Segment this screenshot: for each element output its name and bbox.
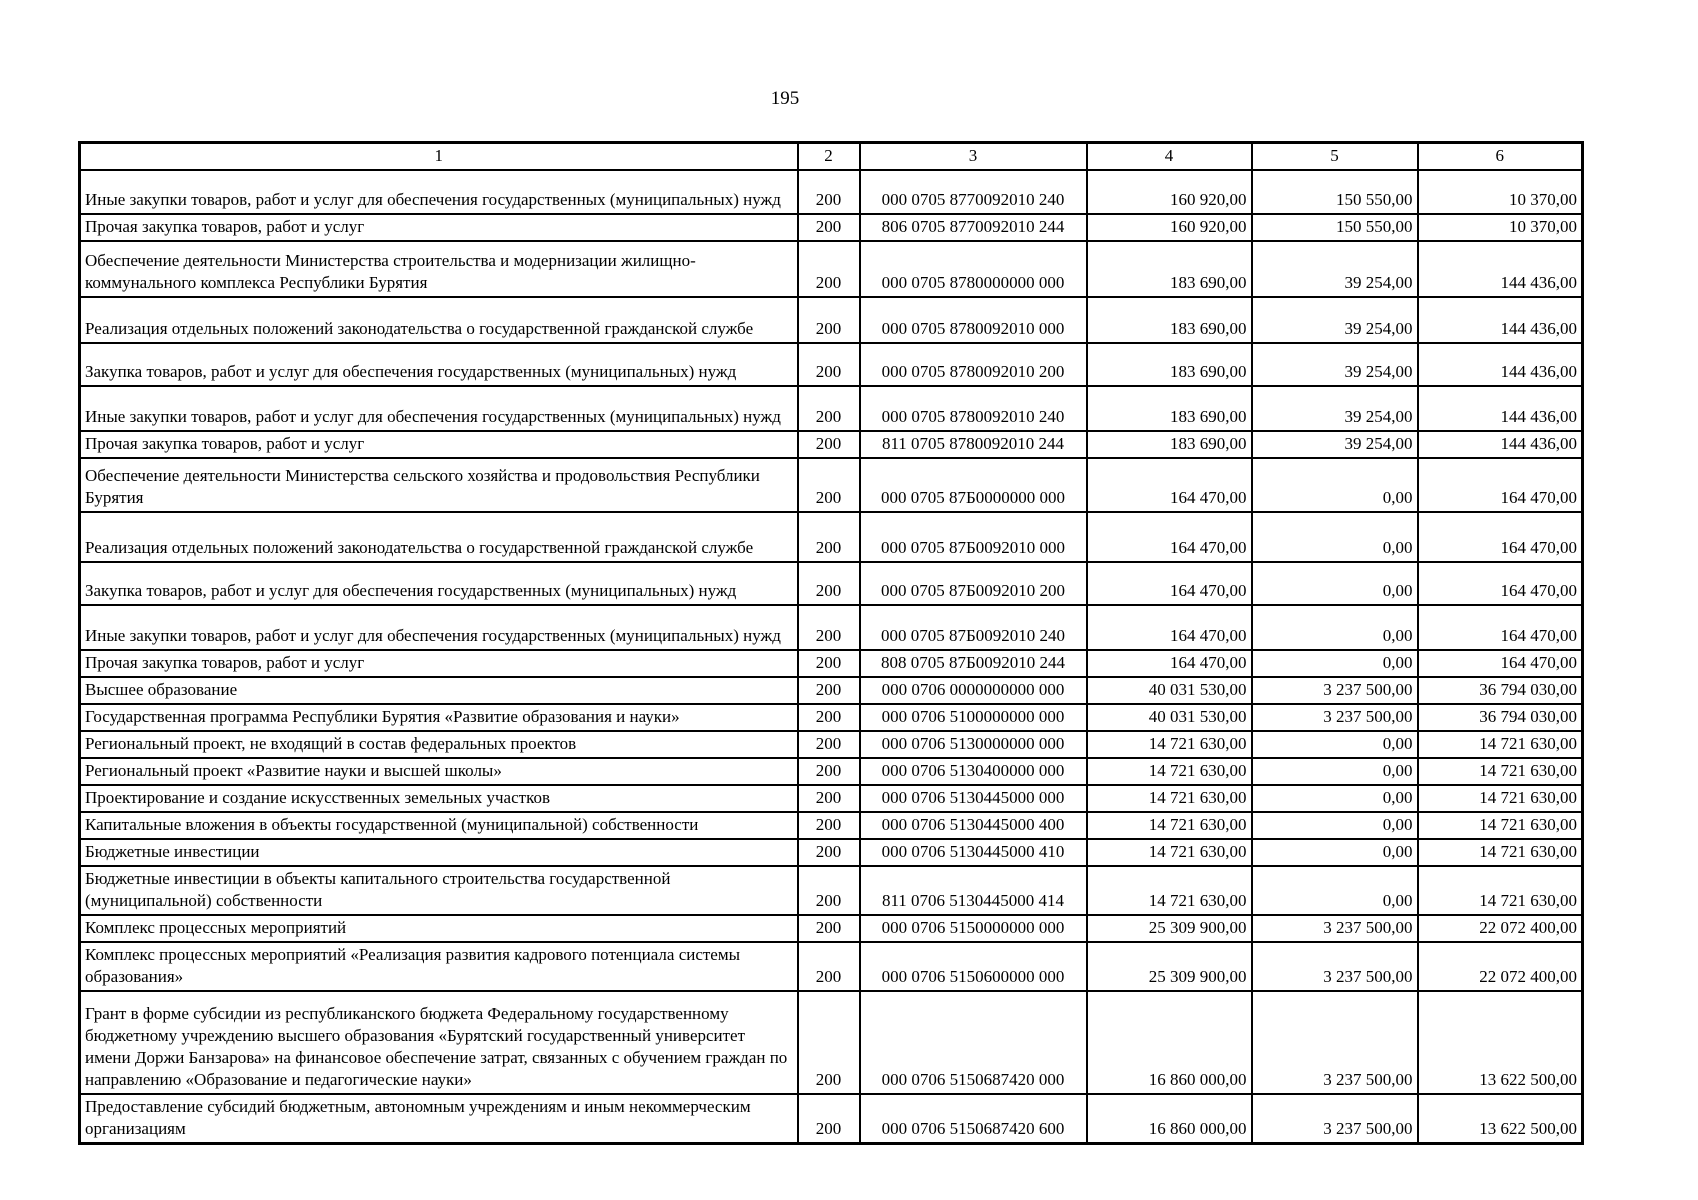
table-row [80,562,1583,605]
cell-amount-col6: 14 721 630,00 [1418,812,1583,839]
cell-amount-col5: 39 254,00 [1252,386,1418,431]
table-row [80,839,1583,866]
cell-budget-classification-code: 000 0705 8780092010 000 [860,297,1087,343]
cell-expenditure-name: Обеспечение деятельности Министерства строительства и модернизации жилищно-коммунального комплекса Республики Бурятия [80,241,798,297]
cell-amount-col6: 14 721 630,00 [1418,758,1583,785]
table-row [80,758,1583,785]
cell-expenditure-name: Закупка товаров, работ и услуг для обеспечения государственных (муниципальных) нужд [80,562,798,605]
cell-expenditure-name: Капитальные вложения в объекты государственной (муниципальной) собственности [80,812,798,839]
cell-budget-classification-code: 000 0706 5130000000 000 [860,731,1087,758]
cell-amount-col4: 164 470,00 [1087,650,1252,677]
cell-amount-col5: 0,00 [1252,512,1418,562]
cell-amount-col4: 183 690,00 [1087,343,1252,386]
cell-amount-col6: 22 072 400,00 [1418,942,1583,991]
table-row [80,343,1583,386]
cell-amount-col4: 14 721 630,00 [1087,839,1252,866]
cell-expense-type-code: 200 [798,605,860,650]
cell-amount-col4: 40 031 530,00 [1087,677,1252,704]
cell-amount-col6: 164 470,00 [1418,512,1583,562]
cell-amount-col5: 3 237 500,00 [1252,991,1418,1094]
cell-amount-col5: 3 237 500,00 [1252,915,1418,942]
cell-amount-col6: 22 072 400,00 [1418,915,1583,942]
cell-budget-classification-code: 000 0705 87Б0000000 000 [860,458,1087,512]
cell-expense-type-code: 200 [798,704,860,731]
cell-expense-type-code: 200 [798,650,860,677]
table-row [80,731,1583,758]
cell-amount-col4: 14 721 630,00 [1087,758,1252,785]
cell-amount-col5: 150 550,00 [1252,170,1418,214]
cell-expense-type-code: 200 [798,812,860,839]
cell-amount-col5: 39 254,00 [1252,297,1418,343]
cell-budget-classification-code: 000 0706 5130445000 410 [860,839,1087,866]
cell-budget-classification-code: 000 0706 5100000000 000 [860,704,1087,731]
cell-expense-type-code: 200 [798,170,860,214]
cell-expense-type-code: 200 [798,942,860,991]
cell-expenditure-name: Бюджетные инвестиции [80,839,798,866]
cell-expense-type-code: 200 [798,458,860,512]
cell-expenditure-name: Государственная программа Республики Бурятия «Развитие образования и науки» [80,704,798,731]
cell-amount-col5: 150 550,00 [1252,214,1418,241]
cell-expenditure-name: Иные закупки товаров, работ и услуг для обеспечения государственных (муниципальных) нужд [80,170,798,214]
cell-expense-type-code: 200 [798,915,860,942]
cell-amount-col5: 0,00 [1252,605,1418,650]
cell-amount-col5: 3 237 500,00 [1252,677,1418,704]
cell-expenditure-name: Закупка товаров, работ и услуг для обеспечения государственных (муниципальных) нужд [80,343,798,386]
cell-expenditure-name: Прочая закупка товаров, работ и услуг [80,431,798,458]
table-row [80,785,1583,812]
cell-expense-type-code: 200 [798,343,860,386]
cell-amount-col6: 144 436,00 [1418,241,1583,297]
cell-budget-classification-code: 000 0706 5130445000 400 [860,812,1087,839]
cell-expenditure-name: Проектирование и создание искусственных земельных участков [80,785,798,812]
budget-expenditures-table [78,141,1584,1145]
table-row [80,170,1583,214]
table-row [80,866,1583,915]
column-header: 6 [1418,143,1583,171]
cell-amount-col6: 144 436,00 [1418,297,1583,343]
cell-expenditure-name: Грант в форме субсидии из республиканского бюджета Федеральному государственному бюджетному учреждению высшего образования «Бурятский государственный университет имени Доржи Банзарова» на финансовое обеспечение затрат, связанных с обучением граждан по направлению «Образование и педагогические науки» [80,991,798,1094]
cell-expense-type-code: 200 [798,512,860,562]
cell-amount-col6: 144 436,00 [1418,431,1583,458]
cell-expenditure-name: Региональный проект «Развитие науки и высшей школы» [80,758,798,785]
cell-amount-col4: 25 309 900,00 [1087,942,1252,991]
cell-expenditure-name: Иные закупки товаров, работ и услуг для обеспечения государственных (муниципальных) нужд [80,605,798,650]
cell-amount-col6: 164 470,00 [1418,605,1583,650]
cell-expense-type-code: 200 [798,991,860,1094]
table-row [80,942,1583,991]
cell-amount-col5: 3 237 500,00 [1252,1094,1418,1144]
cell-amount-col5: 0,00 [1252,785,1418,812]
cell-expenditure-name: Региональный проект, не входящий в состав федеральных проектов [80,731,798,758]
cell-amount-col5: 39 254,00 [1252,241,1418,297]
cell-amount-col4: 25 309 900,00 [1087,915,1252,942]
table-header-row [80,143,1583,171]
cell-expense-type-code: 200 [798,785,860,812]
cell-amount-col4: 14 721 630,00 [1087,812,1252,839]
cell-amount-col5: 0,00 [1252,650,1418,677]
cell-expenditure-name: Предоставление субсидий бюджетным, автономным учреждениям и иным некоммерческим организациям [80,1094,798,1144]
page-number: 195 [770,88,800,109]
cell-expense-type-code: 200 [798,758,860,785]
cell-budget-classification-code: 811 0706 5130445000 414 [860,866,1087,915]
cell-budget-classification-code: 808 0705 87Б0092010 244 [860,650,1087,677]
cell-amount-col4: 183 690,00 [1087,431,1252,458]
cell-amount-col6: 14 721 630,00 [1418,866,1583,915]
table-row [80,431,1583,458]
cell-amount-col5: 39 254,00 [1252,431,1418,458]
cell-expense-type-code: 200 [798,731,860,758]
cell-amount-col6: 13 622 500,00 [1418,1094,1583,1144]
cell-amount-col5: 0,00 [1252,839,1418,866]
column-header: 5 [1252,143,1418,171]
cell-amount-col4: 160 920,00 [1087,214,1252,241]
cell-budget-classification-code: 000 0706 5150600000 000 [860,942,1087,991]
cell-amount-col5: 39 254,00 [1252,343,1418,386]
cell-expenditure-name: Высшее образование [80,677,798,704]
cell-amount-col4: 14 721 630,00 [1087,866,1252,915]
cell-budget-classification-code: 000 0706 5150687420 600 [860,1094,1087,1144]
cell-expenditure-name: Реализация отдельных положений законодательства о государственной гражданской службе [80,512,798,562]
cell-amount-col4: 16 860 000,00 [1087,991,1252,1094]
column-header: 1 [80,143,798,171]
cell-expenditure-name: Комплекс процессных мероприятий «Реализация развития кадрового потенциала системы образования» [80,942,798,991]
table-row [80,512,1583,562]
cell-amount-col5: 0,00 [1252,731,1418,758]
cell-amount-col6: 164 470,00 [1418,458,1583,512]
cell-expenditure-name: Реализация отдельных положений законодательства о государственной гражданской службе [80,297,798,343]
cell-amount-col5: 0,00 [1252,758,1418,785]
cell-expense-type-code: 200 [798,431,860,458]
table-row [80,704,1583,731]
cell-expenditure-name: Прочая закупка товаров, работ и услуг [80,214,798,241]
table-row [80,1094,1583,1144]
cell-expense-type-code: 200 [798,1094,860,1144]
cell-amount-col4: 40 031 530,00 [1087,704,1252,731]
cell-amount-col6: 14 721 630,00 [1418,785,1583,812]
column-header: 3 [860,143,1087,171]
cell-expense-type-code: 200 [798,677,860,704]
cell-amount-col5: 0,00 [1252,812,1418,839]
cell-amount-col6: 36 794 030,00 [1418,677,1583,704]
cell-amount-col6: 144 436,00 [1418,343,1583,386]
cell-expense-type-code: 200 [798,386,860,431]
cell-amount-col4: 164 470,00 [1087,458,1252,512]
cell-amount-col6: 144 436,00 [1418,386,1583,431]
column-header: 2 [798,143,860,171]
cell-budget-classification-code: 806 0705 8770092010 244 [860,214,1087,241]
cell-amount-col4: 183 690,00 [1087,241,1252,297]
table-row [80,214,1583,241]
table-row [80,605,1583,650]
cell-expense-type-code: 200 [798,839,860,866]
table-row [80,297,1583,343]
table-row [80,677,1583,704]
cell-amount-col6: 13 622 500,00 [1418,991,1583,1094]
cell-budget-classification-code: 000 0706 0000000000 000 [860,677,1087,704]
cell-amount-col6: 164 470,00 [1418,650,1583,677]
cell-expenditure-name: Комплекс процессных мероприятий [80,915,798,942]
cell-amount-col6: 10 370,00 [1418,170,1583,214]
cell-budget-classification-code: 000 0705 87Б0092010 240 [860,605,1087,650]
cell-amount-col4: 164 470,00 [1087,605,1252,650]
cell-amount-col6: 14 721 630,00 [1418,731,1583,758]
cell-amount-col5: 3 237 500,00 [1252,942,1418,991]
cell-amount-col5: 0,00 [1252,562,1418,605]
cell-budget-classification-code: 000 0706 5130400000 000 [860,758,1087,785]
cell-budget-classification-code: 000 0706 5150000000 000 [860,915,1087,942]
cell-expense-type-code: 200 [798,866,860,915]
table-row [80,991,1583,1094]
cell-amount-col4: 16 860 000,00 [1087,1094,1252,1144]
cell-amount-col4: 160 920,00 [1087,170,1252,214]
cell-amount-col4: 14 721 630,00 [1087,785,1252,812]
table-row [80,650,1583,677]
cell-expense-type-code: 200 [798,241,860,297]
cell-amount-col5: 0,00 [1252,866,1418,915]
cell-amount-col6: 36 794 030,00 [1418,704,1583,731]
cell-amount-col5: 0,00 [1252,458,1418,512]
cell-amount-col4: 183 690,00 [1087,297,1252,343]
cell-budget-classification-code: 000 0706 5130445000 000 [860,785,1087,812]
cell-amount-col6: 14 721 630,00 [1418,839,1583,866]
table-row [80,812,1583,839]
table-row [80,241,1583,297]
cell-amount-col4: 183 690,00 [1087,386,1252,431]
cell-amount-col6: 164 470,00 [1418,562,1583,605]
column-header: 4 [1087,143,1252,171]
cell-expenditure-name: Иные закупки товаров, работ и услуг для обеспечения государственных (муниципальных) нужд [80,386,798,431]
cell-budget-classification-code: 000 0705 8770092010 240 [860,170,1087,214]
cell-budget-classification-code: 000 0705 87Б0092010 200 [860,562,1087,605]
cell-amount-col4: 164 470,00 [1087,562,1252,605]
cell-budget-classification-code: 000 0705 8780000000 000 [860,241,1087,297]
cell-expense-type-code: 200 [798,214,860,241]
table-row [80,386,1583,431]
cell-budget-classification-code: 811 0705 8780092010 244 [860,431,1087,458]
cell-expense-type-code: 200 [798,297,860,343]
cell-budget-classification-code: 000 0705 87Б0092010 000 [860,512,1087,562]
cell-expense-type-code: 200 [798,562,860,605]
cell-budget-classification-code: 000 0706 5150687420 000 [860,991,1087,1094]
table-row [80,458,1583,512]
cell-expenditure-name: Бюджетные инвестиции в объекты капитального строительства государственной (муниципальной) собственности [80,866,798,915]
cell-amount-col6: 10 370,00 [1418,214,1583,241]
cell-budget-classification-code: 000 0705 8780092010 200 [860,343,1087,386]
table-row [80,915,1583,942]
cell-expenditure-name: Обеспечение деятельности Министерства сельского хозяйства и продовольствия Республики Бурятия [80,458,798,512]
cell-amount-col5: 3 237 500,00 [1252,704,1418,731]
cell-budget-classification-code: 000 0705 8780092010 240 [860,386,1087,431]
cell-amount-col4: 14 721 630,00 [1087,731,1252,758]
cell-expenditure-name: Прочая закупка товаров, работ и услуг [80,650,798,677]
cell-amount-col4: 164 470,00 [1087,512,1252,562]
